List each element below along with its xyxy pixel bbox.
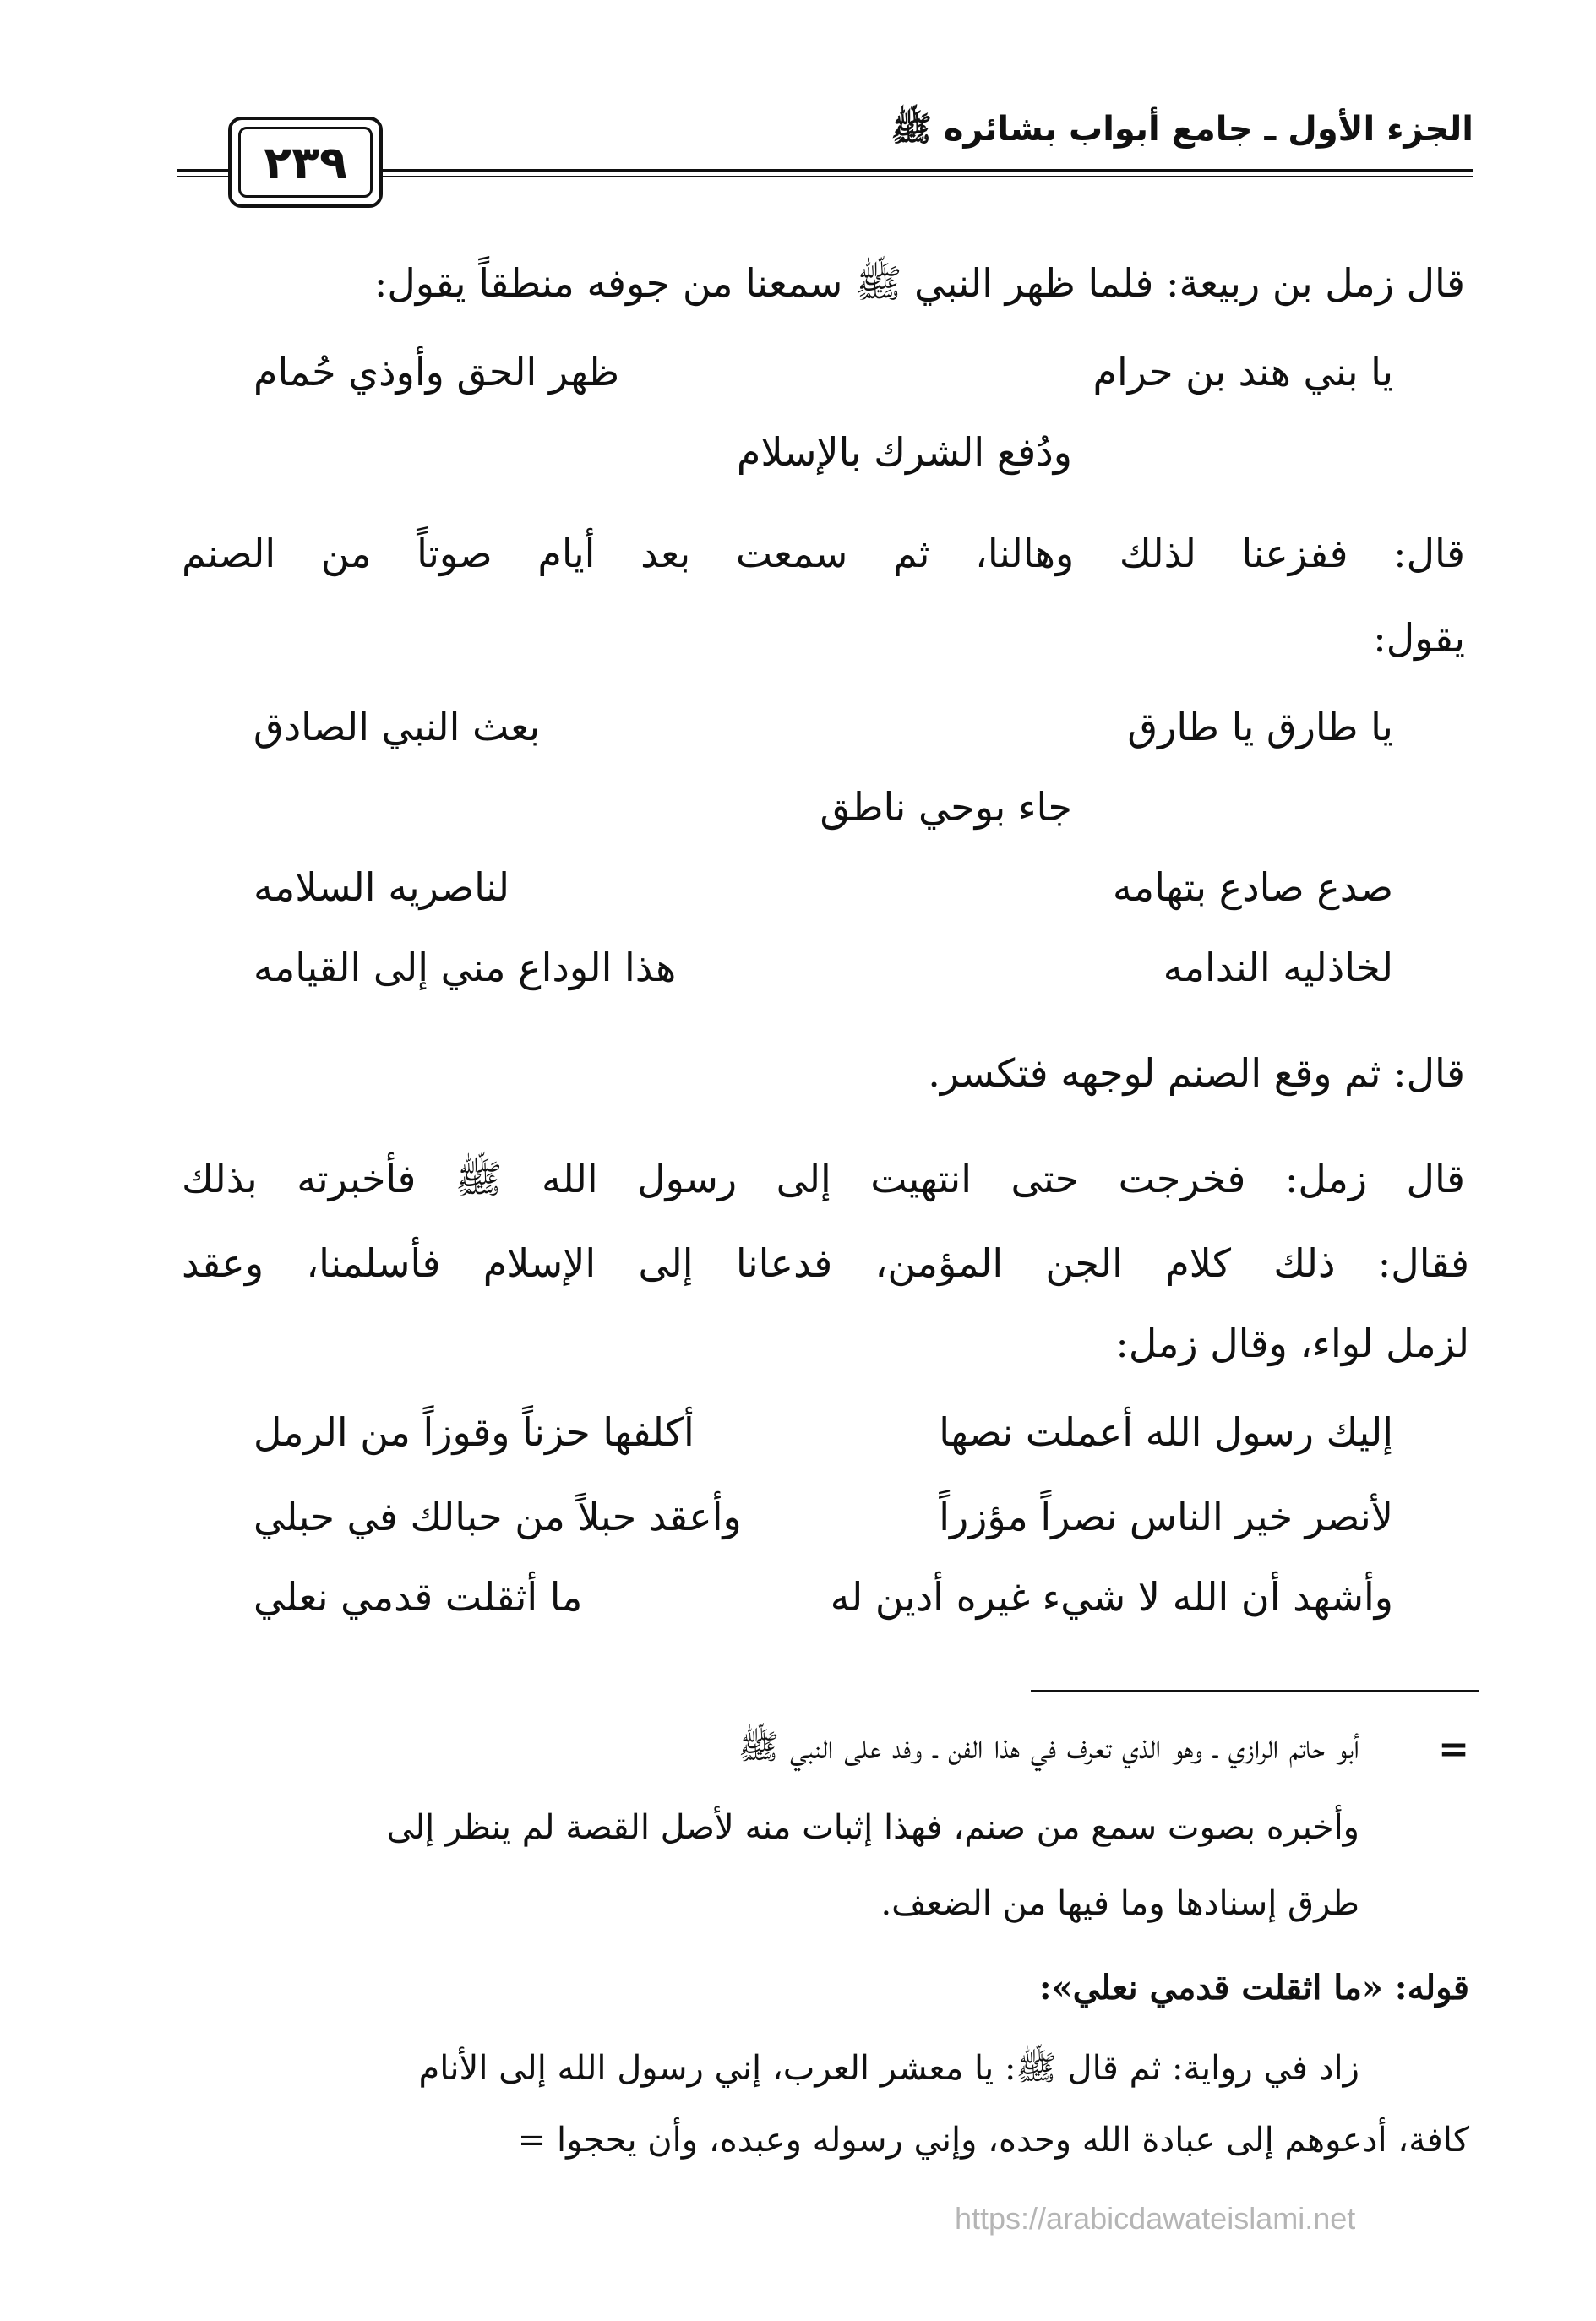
- verse-hemistich-first: يا طارق يا طارق: [1127, 704, 1393, 749]
- footnote-line: وأخبره بصوت سمع من صنم، فهذا إثبات منه لأصل القصة لم ينظر إلى: [386, 1808, 1359, 1847]
- footnote-line: أبو حاتم الرازي ـ وهو الذي تعرف في هذا الفن ـ وفد على النبي ﷺ: [738, 1728, 1359, 1767]
- verse-line: [253, 346, 1393, 397]
- paragraph-line: قال زمل: فخرجت حتى انتهيت إلى رسول الله ﷺ فأخبرته بذلك: [182, 1156, 1465, 1201]
- footnote-line: كافة، أدعوهم إلى عبادة الله وحده، وإني رسوله وعبده، وأن يحجوا =: [517, 2121, 1469, 2160]
- verse-hemistich-first: لخاذليه الندامه: [1163, 945, 1393, 990]
- footnote-heading: قوله: «ما اثقلت قدمي نعلي»:: [1038, 1968, 1469, 2008]
- verse-hemistich-first: وأشهد أن الله لا شيء غيره أدين له: [830, 1574, 1393, 1620]
- verse-hemistich-first: يا بني هند بن حرام: [1092, 349, 1393, 395]
- paragraph-line: فقال: ذلك كلام الجن المؤمن، فدعانا إلى الإسلام فأسلمنا، وعقد: [182, 1240, 1469, 1286]
- page-number: ٢٣٩: [238, 127, 373, 198]
- paragraph-line: قال زمل بن ربيعة: فلما ظهر النبي ﷺ سمعنا من جوفه منطقاً يقول:: [373, 260, 1465, 306]
- verse-hemistich-second: أكلفها حزناً وقوزاً من الرمل: [253, 1409, 695, 1455]
- verse-line: [253, 862, 1393, 913]
- verse-line: [253, 1491, 1393, 1542]
- verse-line: [253, 1572, 1393, 1622]
- verse-hemistich-second: وأعقد حبلاً من حبالك في حبلي: [253, 1494, 742, 1539]
- verse-hemistich-first: صدع صادع بتهامه: [1112, 864, 1393, 910]
- verse-hemistich-second: بعث النبي الصادق: [253, 704, 541, 749]
- verse-line: ودُفع الشرك بالإسلام: [736, 429, 1072, 475]
- footnote-line: زاد في رواية: ثم قال ﷺ: يا معشر العرب، إني رسول الله إلى الأنام: [418, 2049, 1359, 2088]
- paragraph-line: يقول:: [1373, 615, 1465, 661]
- page-number-frame: [228, 117, 383, 208]
- verse-hemistich-second: لناصريه السلامه: [253, 864, 510, 910]
- footnote-line: طرق إسنادها وما فيها من الضعف.: [880, 1884, 1359, 1923]
- footnote-continuation-mark: =: [1438, 1728, 1469, 1771]
- running-header: الجزء الأول ـ جامع أبواب بشائره ﷺ: [891, 110, 1473, 149]
- verse-line: [253, 1407, 1393, 1457]
- verse-hemistich-second: هذا الوداع مني إلى القيامه: [253, 945, 677, 990]
- footnote-separator: [1031, 1690, 1479, 1692]
- verse-line: [253, 942, 1393, 993]
- paragraph-line: لزمل لواء، وقال زمل:: [1115, 1321, 1469, 1366]
- verse-hemistich-second: ما أثقلت قدمي نعلي: [253, 1574, 583, 1620]
- paragraph-line: قال: ثم وقع الصنم لوجهه فتكسر.: [928, 1050, 1465, 1096]
- watermark-url: https://arabicdawateislami.net: [955, 2201, 1356, 2236]
- verse-hemistich-first: إليك رسول الله أعملت نصها: [939, 1409, 1393, 1455]
- verse-line: جاء بوحي ناطق: [820, 784, 1072, 830]
- verse-line: [253, 701, 1393, 752]
- paragraph-line: قال: ففزعنا لذلك وهالنا، ثم سمعت بعد أيام صوتاً من الصنم: [182, 531, 1465, 576]
- verse-hemistich-second: ظهر الحق وأوذي حُمام: [253, 349, 620, 395]
- verse-hemistich-first: لأنصر خير الناس نصراً مؤزراً: [939, 1494, 1393, 1539]
